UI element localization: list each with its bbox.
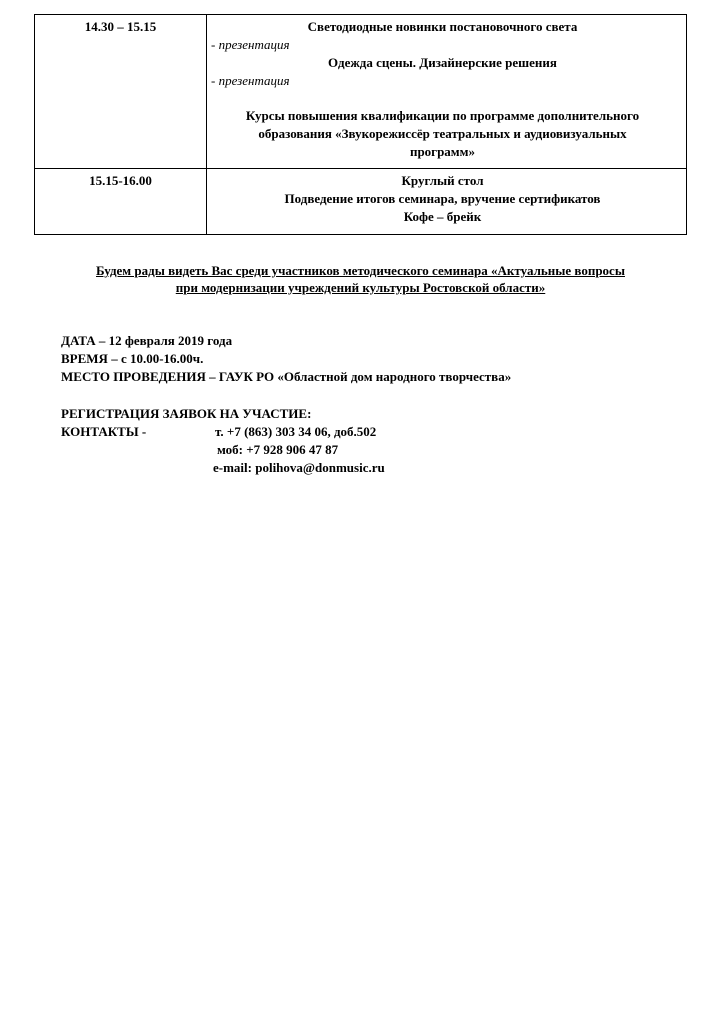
session-cell — [207, 169, 687, 235]
schedule-table — [34, 14, 687, 235]
session-title: Светодиодные новинки постановочного света — [307, 19, 578, 34]
session-note: - презентация — [211, 37, 290, 52]
session-title: программ» — [409, 144, 476, 159]
session-note: - презентация — [211, 73, 290, 88]
event-date: ДАТА – 12 февраля 2019 года — [61, 333, 233, 348]
time-label: 14.30 – 15.15 — [84, 19, 157, 34]
invitation-line: при модернизации учреждений культуры Ростовской области» — [175, 280, 546, 295]
event-time: ВРЕМЯ – с 10.00-16.00ч. — [61, 351, 204, 366]
session-cell — [207, 15, 687, 169]
time-cell — [35, 15, 207, 169]
time-label: 15.15-16.00 — [89, 173, 152, 188]
session-title: Одежда сцены. Дизайнерские решения — [328, 55, 557, 70]
session-title: Курсы повышения квалификации по программе дополнительного — [245, 108, 640, 123]
contacts-label: КОНТАКТЫ - — [61, 424, 147, 439]
session-title: Подведение итогов семинара, вручение сертификатов — [284, 191, 601, 206]
invitation-text — [34, 262, 687, 296]
contact-email: e-mail: polihova@donmusic.ru — [213, 460, 385, 475]
invitation-line: Будем рады видеть Вас среди участников методического семинара «Актуальные вопросы — [96, 263, 625, 278]
time-cell — [35, 169, 207, 235]
schedule-row — [35, 15, 687, 169]
session-title: Круглый стол — [401, 173, 484, 188]
session-title: образования «Звукорежиссёр театральных и аудиовизуальных — [258, 126, 627, 141]
registration-heading: РЕГИСТРАЦИЯ ЗАЯВОК НА УЧАСТИЕ: — [61, 406, 312, 421]
schedule-row — [35, 169, 687, 235]
contact-phone: т. +7 (863) 303 34 06, доб.502 — [215, 424, 377, 439]
session-title: Кофе – брейк — [403, 209, 482, 224]
contact-mobile: моб: +7 928 906 47 87 — [217, 442, 339, 457]
event-place: МЕСТО ПРОВЕДЕНИЯ – ГАУК РО «Областной дом народного творчества» — [61, 369, 512, 384]
